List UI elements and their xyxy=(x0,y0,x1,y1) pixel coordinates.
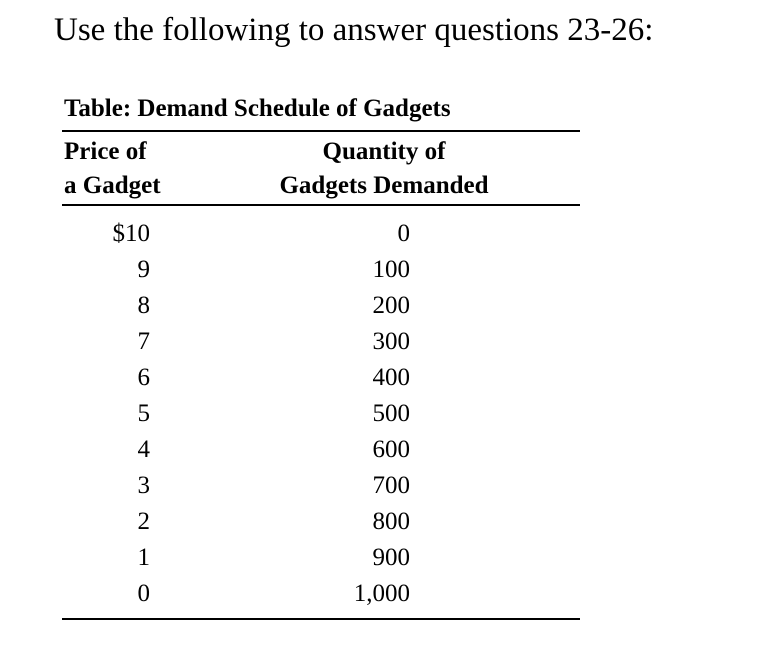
table-row xyxy=(62,576,580,612)
quantity-cell: 800 xyxy=(372,508,410,535)
intro-text: Use the following to answer questions 23-26: xyxy=(54,12,654,48)
table-row xyxy=(62,504,580,540)
price-header-line2: a Gadget xyxy=(64,172,161,199)
quantity-cell: 700 xyxy=(372,472,410,499)
table-row xyxy=(62,216,580,252)
table-row xyxy=(62,540,580,576)
table-body xyxy=(62,206,580,618)
price-cell: 7 xyxy=(137,328,150,355)
price-cell: $10 xyxy=(112,220,150,247)
table-row xyxy=(62,360,580,396)
quantity-column-header xyxy=(252,135,516,203)
quantity-cell: 1,000 xyxy=(353,580,410,607)
price-cell: 2 xyxy=(137,508,150,535)
table-row xyxy=(62,324,580,360)
quantity-header-line1: Quantity of xyxy=(322,138,446,165)
table-header xyxy=(62,132,580,204)
price-cell: 9 xyxy=(137,256,150,283)
quantity-cell: 0 xyxy=(397,220,410,247)
table-bottom-rule xyxy=(62,618,580,620)
quantity-cell: 400 xyxy=(372,364,410,391)
table-row xyxy=(62,468,580,504)
price-cell: 5 xyxy=(137,400,150,427)
price-column-header xyxy=(64,135,161,203)
table-title: Table: Demand Schedule of Gadgets xyxy=(64,95,451,122)
table-row xyxy=(62,432,580,468)
price-cell: 1 xyxy=(137,544,150,571)
quantity-cell: 300 xyxy=(372,328,410,355)
table-row xyxy=(62,288,580,324)
price-cell: 3 xyxy=(137,472,150,499)
price-cell: 8 xyxy=(137,292,150,319)
quantity-cell: 100 xyxy=(372,256,410,283)
price-header-line1: Price of xyxy=(64,138,147,165)
quantity-cell: 900 xyxy=(372,544,410,571)
demand-schedule-table xyxy=(62,94,580,620)
quantity-cell: 600 xyxy=(372,436,410,463)
quantity-cell: 500 xyxy=(372,400,410,427)
quantity-cell: 200 xyxy=(372,292,410,319)
table-row xyxy=(62,396,580,432)
quantity-header-line2: Gadgets Demanded xyxy=(279,172,489,199)
price-cell: 0 xyxy=(137,580,150,607)
price-cell: 4 xyxy=(137,436,150,463)
price-cell: 6 xyxy=(137,364,150,391)
table-row xyxy=(62,252,580,288)
